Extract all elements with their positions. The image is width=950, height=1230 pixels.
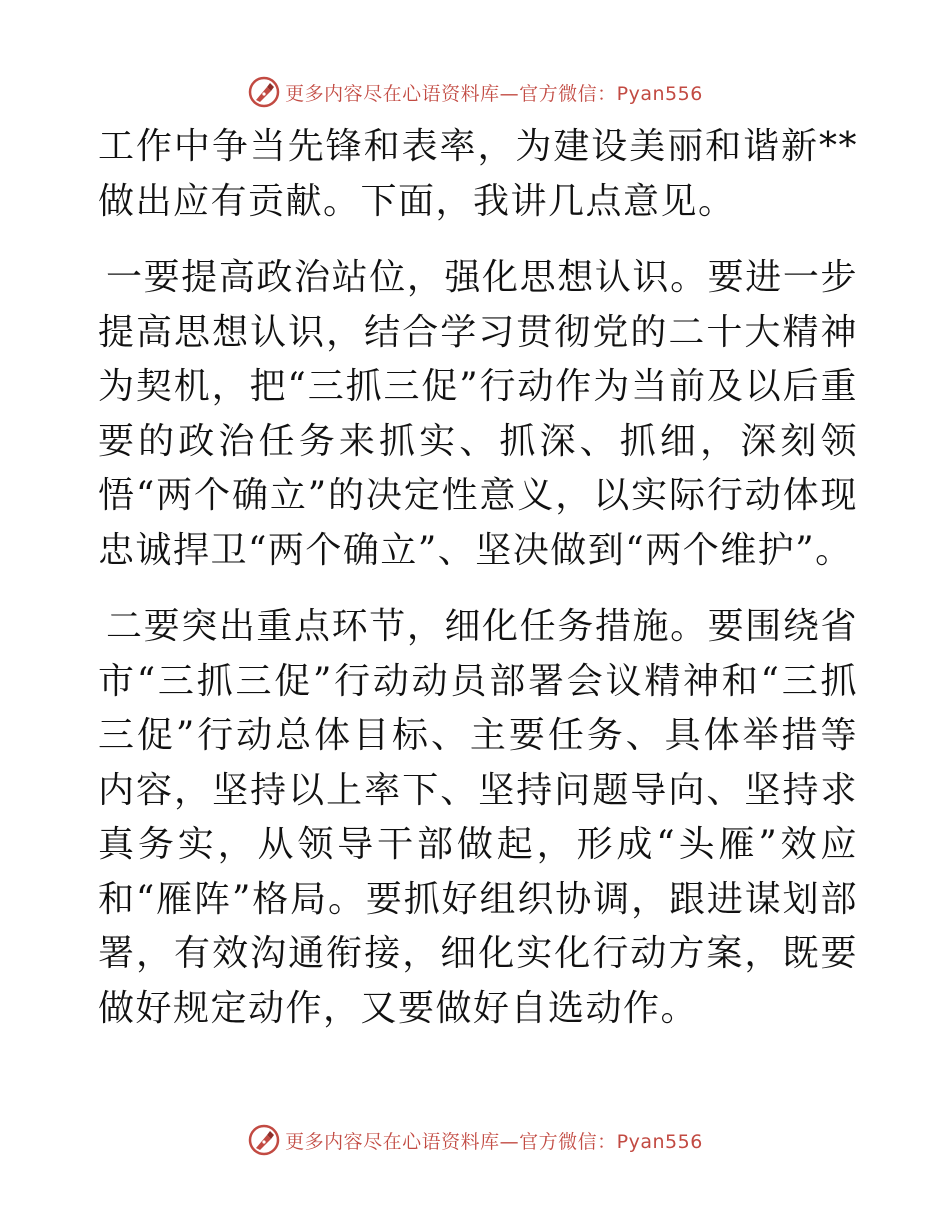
text-line: 个确立”、坚决做到“两个维护”。 bbox=[305, 529, 853, 571]
text-line: 治任务来抓实、抓深、抓细，深刻领悟“两个确 bbox=[98, 420, 858, 516]
pen-nib-circle-icon bbox=[247, 1123, 281, 1157]
paragraph-point-two bbox=[98, 600, 858, 1036]
footer-watermark bbox=[0, 1120, 950, 1160]
text-line: 市“三抓三促”行动动员部署会议精神和“三抓三 bbox=[98, 660, 858, 756]
text-line: 做好自选动作。 bbox=[435, 987, 699, 1029]
text-line: 机，把“三抓三促”行动作为当前及以后重要的政 bbox=[98, 366, 858, 462]
text-line: 坚持以上率下、坚持问题导向、坚持求真务实，从 bbox=[98, 769, 858, 865]
watermark-text: 更多内容尽在心语资料库—官方微信：Pyan556 bbox=[285, 82, 703, 105]
paragraph-point-one bbox=[98, 251, 858, 578]
paragraph-intro-closing bbox=[98, 120, 858, 229]
header-watermark bbox=[0, 72, 950, 112]
text-line: 高思想认识，结合学习贯彻党的二十大精神为契 bbox=[98, 311, 858, 407]
text-line: 一要提高政治站位，强化思想认识。要进一步提 bbox=[98, 257, 858, 353]
text-line: 立”的决定性意义，以实际行动体现忠诚捍卫“两 bbox=[98, 475, 858, 571]
text-line: 促”行动总体目标、主要任务、具体举措等内容， bbox=[98, 715, 858, 811]
text-line: 二要突出重点环节，细化任务措施。要围绕省 bbox=[106, 606, 858, 647]
watermark-text: 更多内容尽在心语资料库—官方微信：Pyan556 bbox=[285, 1130, 703, 1153]
text-line: 应有贡献。下面，我讲几点意见。 bbox=[173, 180, 736, 222]
text-line: 工作中争当先锋和表率，为建设美丽和谐新**做出 bbox=[98, 126, 858, 222]
text-line: 接，细化实化行动方案，既要做好规定动作，又要 bbox=[98, 933, 858, 1029]
text-line: 领导干部做起，形成“头雁”效应和“雁阵”格 bbox=[98, 824, 858, 920]
text-line: 局。要抓好组织协调，跟进谋划部署，有效沟通衔 bbox=[98, 878, 858, 974]
document-body bbox=[98, 120, 858, 1036]
pen-nib-circle-icon bbox=[247, 75, 281, 109]
